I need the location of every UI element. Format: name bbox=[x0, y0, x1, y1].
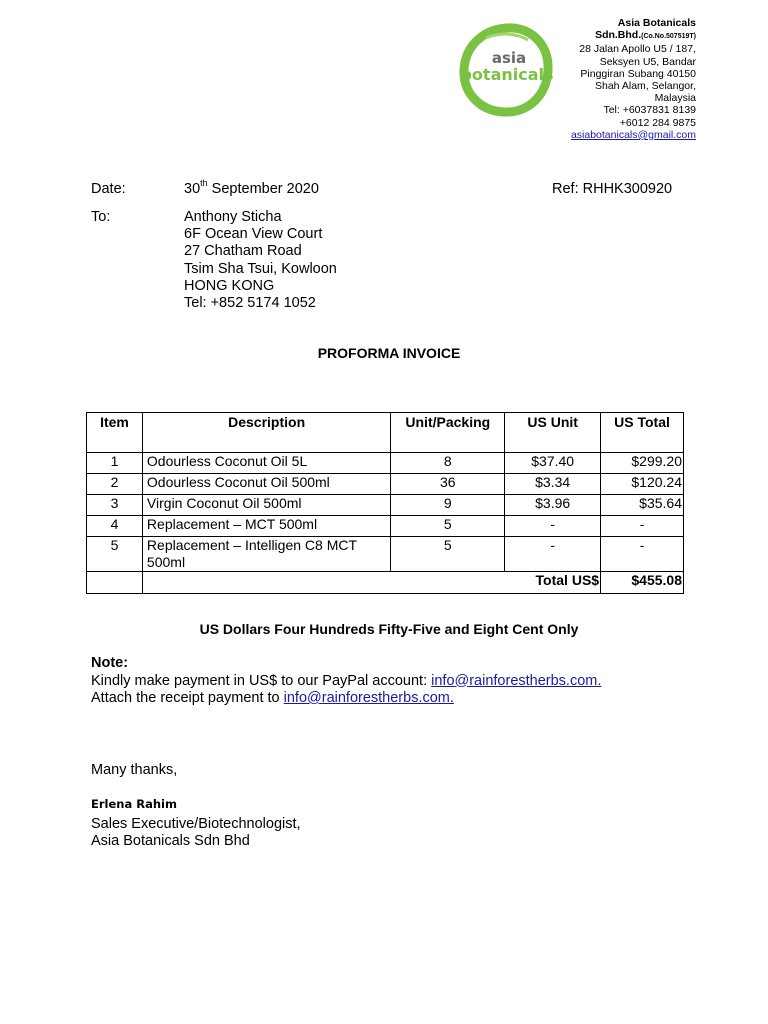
cell-total: $35.64 bbox=[601, 495, 684, 516]
company-address-1: 28 Jalan Apollo U5 / 187, bbox=[579, 43, 696, 56]
receipt-email-link[interactable]: info@rainforestherbs.com. bbox=[283, 690, 454, 706]
recipient-tel: Tel: +852 5174 1052 bbox=[184, 295, 316, 312]
logo-text-botanicals: botanicals bbox=[460, 65, 554, 84]
cell-units: 9 bbox=[391, 495, 505, 516]
cell-description: Odourless Coconut Oil 5L bbox=[142, 453, 390, 474]
table-row bbox=[87, 474, 684, 495]
cell-item: 1 bbox=[87, 453, 143, 474]
signer-company: Asia Botanicals Sdn Bhd bbox=[91, 833, 250, 849]
table-row bbox=[87, 453, 684, 474]
cell-total: - bbox=[601, 516, 684, 537]
payment-note bbox=[91, 655, 601, 708]
cell-description: Odourless Coconut Oil 500ml bbox=[142, 474, 390, 495]
cell-description: Virgin Coconut Oil 500ml bbox=[142, 495, 390, 516]
col-header-item: Item bbox=[87, 413, 143, 453]
to-label: To: bbox=[91, 209, 111, 225]
recipient-name: Anthony Sticha bbox=[184, 209, 282, 225]
paypal-email-link[interactable]: info@rainforestherbs.com. bbox=[431, 672, 602, 689]
company-name: Asia Botanicals bbox=[617, 17, 696, 29]
table-row bbox=[87, 537, 684, 572]
company-name-line2: Sdn.Bhd.(Co.No.507519T) bbox=[595, 29, 696, 42]
cell-description: Replacement – MCT 500ml bbox=[142, 516, 390, 537]
reference-number: Ref: RHHK300920 bbox=[552, 181, 673, 197]
col-header-description: Description bbox=[142, 413, 390, 453]
total-value: $455.08 bbox=[601, 572, 684, 594]
company-tel-2: +6012 284 9875 bbox=[619, 116, 696, 129]
table-total-row bbox=[87, 572, 684, 594]
note-line-1: Kindly make payment in US$ to our PayPal account: info@rainforestherbs.com. bbox=[91, 672, 602, 689]
table-row bbox=[87, 495, 684, 516]
table-row bbox=[87, 516, 684, 537]
company-address-2: Seksyen U5, Bandar bbox=[599, 55, 696, 68]
cell-total: $120.24 bbox=[601, 474, 684, 495]
company-address-4: Shah Alam, Selangor, bbox=[595, 80, 696, 93]
cell-total: $299.20 bbox=[601, 453, 684, 474]
invoice-table bbox=[86, 412, 684, 594]
cell-units: 8 bbox=[391, 453, 505, 474]
cell-unit-price: $3.96 bbox=[505, 495, 601, 516]
cell-item: 2 bbox=[87, 474, 143, 495]
recipient-line-2: 6F Ocean View Court bbox=[184, 226, 323, 243]
cell-item: 4 bbox=[87, 516, 143, 537]
signer-title: Sales Executive/Biotechnologist, bbox=[91, 816, 301, 832]
total-label: Total US$ bbox=[505, 572, 601, 594]
cell-item: 5 bbox=[87, 537, 143, 572]
col-header-us-total: US Total bbox=[601, 413, 684, 453]
recipient-address bbox=[184, 209, 337, 312]
recipient-line-5: HONG KONG bbox=[184, 277, 275, 294]
company-address-3: Pinggiran Subang 40150 bbox=[580, 67, 696, 80]
cell-units: 36 bbox=[391, 474, 505, 495]
company-address-5: Malaysia bbox=[654, 92, 696, 105]
invoice-date: 30th September 2020 bbox=[184, 178, 319, 197]
closing-text: Many thanks, bbox=[91, 762, 178, 778]
cell-description: Replacement – Intelligen C8 MCT 500ml bbox=[142, 537, 390, 572]
recipient-line-4: Tsim Sha Tsui, Kowloon bbox=[184, 260, 337, 277]
note-label: Note: bbox=[91, 655, 129, 671]
col-header-us-unit: US Unit bbox=[505, 413, 601, 453]
cell-empty bbox=[142, 572, 390, 594]
company-tel-1: Tel: +6037831 8139 bbox=[603, 104, 696, 117]
cell-unit-price: - bbox=[505, 537, 601, 572]
signer-name: Erlena Rahim bbox=[91, 797, 177, 811]
company-reg-no: (Co.No.507519T) bbox=[641, 33, 696, 41]
cell-unit-price: $37.40 bbox=[505, 453, 601, 474]
cell-units: 5 bbox=[391, 516, 505, 537]
cell-empty bbox=[391, 572, 505, 594]
cell-total: - bbox=[601, 537, 684, 572]
cell-empty bbox=[87, 572, 143, 594]
cell-unit-price: - bbox=[505, 516, 601, 537]
cell-unit-price: $3.34 bbox=[505, 474, 601, 495]
date-label: Date: bbox=[91, 181, 126, 197]
table-header-row bbox=[87, 413, 684, 453]
amount-in-words: US Dollars Four Hundreds Fifty-Five and Eight Cent Only bbox=[199, 621, 579, 637]
company-details bbox=[536, 17, 696, 141]
document-title: PROFORMA INVOICE bbox=[317, 345, 461, 361]
recipient-line-3: 27 Chatham Road bbox=[184, 243, 302, 260]
cell-item: 3 bbox=[87, 495, 143, 516]
logo-text-asia: asia bbox=[491, 49, 527, 67]
cell-units: 5 bbox=[391, 537, 505, 572]
company-email-link[interactable]: asiabotanicals@gmail.com bbox=[570, 128, 696, 141]
note-line-2: Attach the receipt payment to info@rainforestherbs.com. bbox=[91, 690, 454, 706]
signer-role bbox=[91, 816, 301, 850]
col-header-unit-packing: Unit/Packing bbox=[391, 413, 505, 453]
